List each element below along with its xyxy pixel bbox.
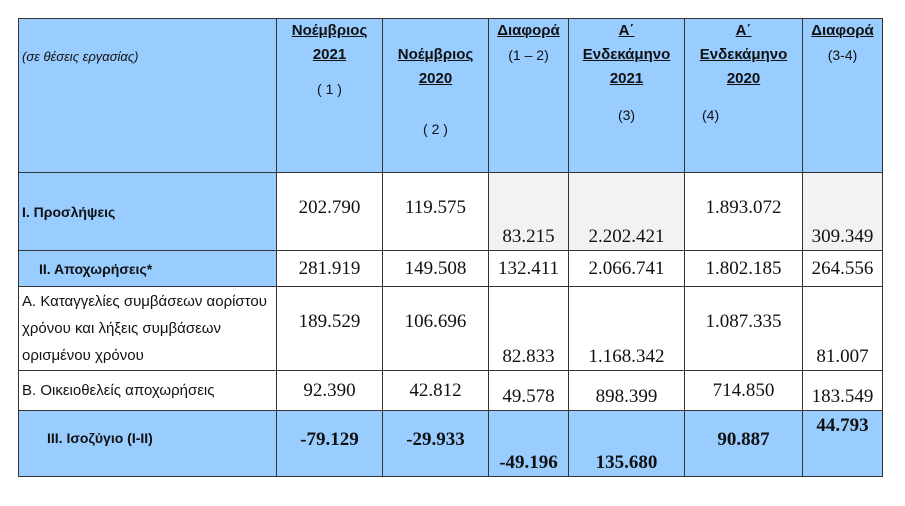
value-cell: -49.196	[489, 411, 569, 477]
value-cell: 189.529	[277, 287, 383, 371]
col-header-year: 2021	[312, 46, 347, 63]
value-cell: 202.790	[277, 173, 383, 251]
col-header-period: Ενδεκάμηνο	[699, 46, 788, 63]
value-cell: 2.066.741	[569, 251, 685, 287]
value-cell: 2.202.421	[569, 173, 685, 251]
table-row	[19, 371, 883, 411]
header-row	[19, 19, 883, 173]
row-label: Α. Καταγγελίες συμβάσεων αορίστου χρόνου και λήξεις συμβάσεων ορισμένου χρόνου	[19, 287, 277, 371]
col-header-diff: Διαφορά	[497, 22, 560, 39]
value-cell: 132.411	[489, 251, 569, 287]
units-note: (σε θέσεις εργασίας)	[19, 19, 277, 173]
table-row	[19, 251, 883, 287]
value-cell: 44.793	[803, 411, 883, 477]
row-label: ΙΙΙ. Ισοζύγιο (Ι-ΙΙ)	[19, 411, 277, 477]
value-cell: 119.575	[383, 173, 489, 251]
value-cell: 309.349	[803, 173, 883, 251]
col-header-index: (3)	[617, 107, 636, 123]
row-label: ΙΙ. Αποχωρήσεις*	[19, 251, 277, 287]
value-cell: 1.168.342	[569, 287, 685, 371]
col-header-month: Νοέμβριος	[397, 46, 474, 63]
col-header-index: ( 1 )	[317, 81, 342, 97]
value-cell: 92.390	[277, 371, 383, 411]
value-cell: 1.802.185	[685, 251, 803, 287]
row-label: Ι. Προσλήψεις	[19, 173, 277, 251]
value-cell: 135.680	[569, 411, 685, 477]
col-header-index: (1 – 2)	[508, 47, 549, 63]
employment-table	[18, 18, 883, 477]
value-cell: 1.893.072	[685, 173, 803, 251]
value-cell: 82.833	[489, 287, 569, 371]
value-cell: 106.696	[383, 287, 489, 371]
col-header-diff: Διαφορά	[811, 22, 874, 39]
col-header-diff-1-2	[489, 19, 569, 173]
value-cell: 49.578	[489, 371, 569, 411]
col-header-index: ( 2 )	[423, 121, 448, 137]
value-cell: 42.812	[383, 371, 489, 411]
value-cell: -29.933	[383, 411, 489, 477]
col-header-index: (3-4)	[827, 47, 858, 63]
value-cell: 1.087.335	[685, 287, 803, 371]
value-cell: 714.850	[685, 371, 803, 411]
value-cell: 264.556	[803, 251, 883, 287]
value-cell: 90.887	[685, 411, 803, 477]
col-header-11m-2021	[569, 19, 685, 173]
col-header-nov-2020	[383, 19, 489, 173]
value-cell: 898.399	[569, 371, 685, 411]
value-cell: -79.129	[277, 411, 383, 477]
table-row	[19, 287, 883, 371]
col-header-year: 2020	[726, 70, 761, 87]
col-header-period: Ενδεκάμηνο	[582, 46, 671, 63]
value-cell: 281.919	[277, 251, 383, 287]
col-header-month: Νοέμβριος	[291, 22, 368, 39]
row-label: Β. Οικειοθελείς αποχωρήσεις	[19, 371, 277, 411]
col-header-year: 2021	[609, 70, 644, 87]
col-header-prefix: Α΄	[735, 22, 752, 39]
col-header-prefix: Α΄	[618, 22, 635, 39]
col-header-year: 2020	[418, 70, 453, 87]
value-cell: 149.508	[383, 251, 489, 287]
table-row	[19, 173, 883, 251]
value-cell: 81.007	[803, 287, 883, 371]
col-header-nov-2021	[277, 19, 383, 173]
value-cell: 83.215	[489, 173, 569, 251]
col-header-diff-3-4	[803, 19, 883, 173]
col-header-11m-2020	[685, 19, 803, 173]
value-cell: 183.549	[803, 371, 883, 411]
col-header-index: (4)	[702, 107, 720, 123]
table-row	[19, 411, 883, 477]
